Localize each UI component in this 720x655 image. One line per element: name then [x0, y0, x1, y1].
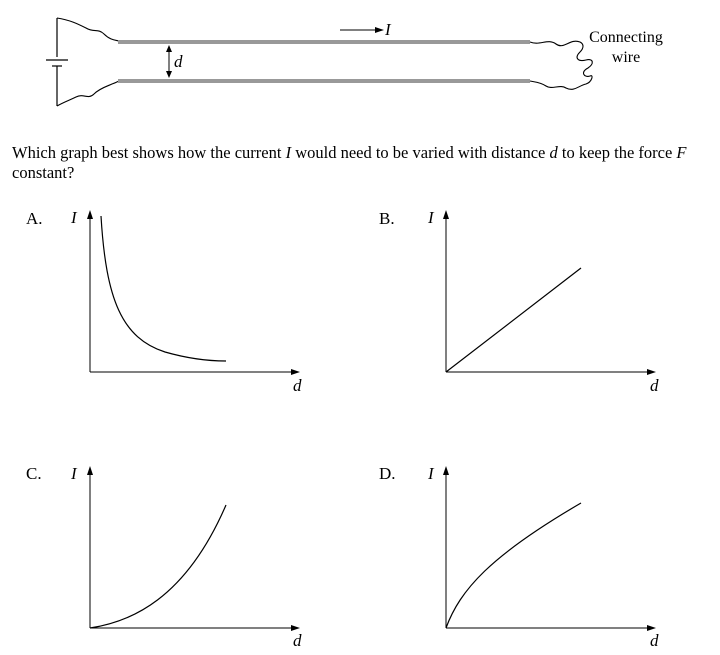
wire-label-line1: Connecting	[589, 29, 663, 46]
graph-d-ylabel: I	[428, 464, 434, 483]
graph-d-y-arrow	[443, 466, 449, 475]
option-c-letter[interactable]: C.	[26, 464, 42, 483]
option-b-letter[interactable]: B.	[379, 209, 395, 228]
graph-d-xlabel: d	[650, 631, 659, 650]
option-a-letter[interactable]: A.	[26, 209, 43, 228]
current-label: I	[385, 20, 391, 39]
graph-b-ylabel: I	[428, 208, 434, 227]
question-distance-symbol: d	[549, 143, 558, 162]
graph-c-xlabel: d	[293, 631, 302, 650]
graph-a-ylabel: I	[71, 208, 77, 227]
question-part4: constant?	[12, 163, 75, 182]
question-part1: Which graph best shows how the current	[12, 143, 286, 162]
distance-label: d	[174, 52, 183, 71]
question-force-symbol: F	[676, 143, 687, 162]
question-part2: would need to be varied with distance	[291, 143, 550, 162]
option-d-letter[interactable]: D.	[379, 464, 396, 483]
question-current-symbol: I	[285, 143, 292, 162]
graph-b-xlabel: d	[650, 376, 659, 395]
graph-a-xlabel: d	[293, 376, 302, 395]
wire-label-line2: wire	[611, 49, 641, 66]
graph-c-ylabel: I	[71, 464, 77, 483]
question-part3: to keep the force	[557, 143, 677, 162]
graph-d-curve	[446, 503, 581, 628]
